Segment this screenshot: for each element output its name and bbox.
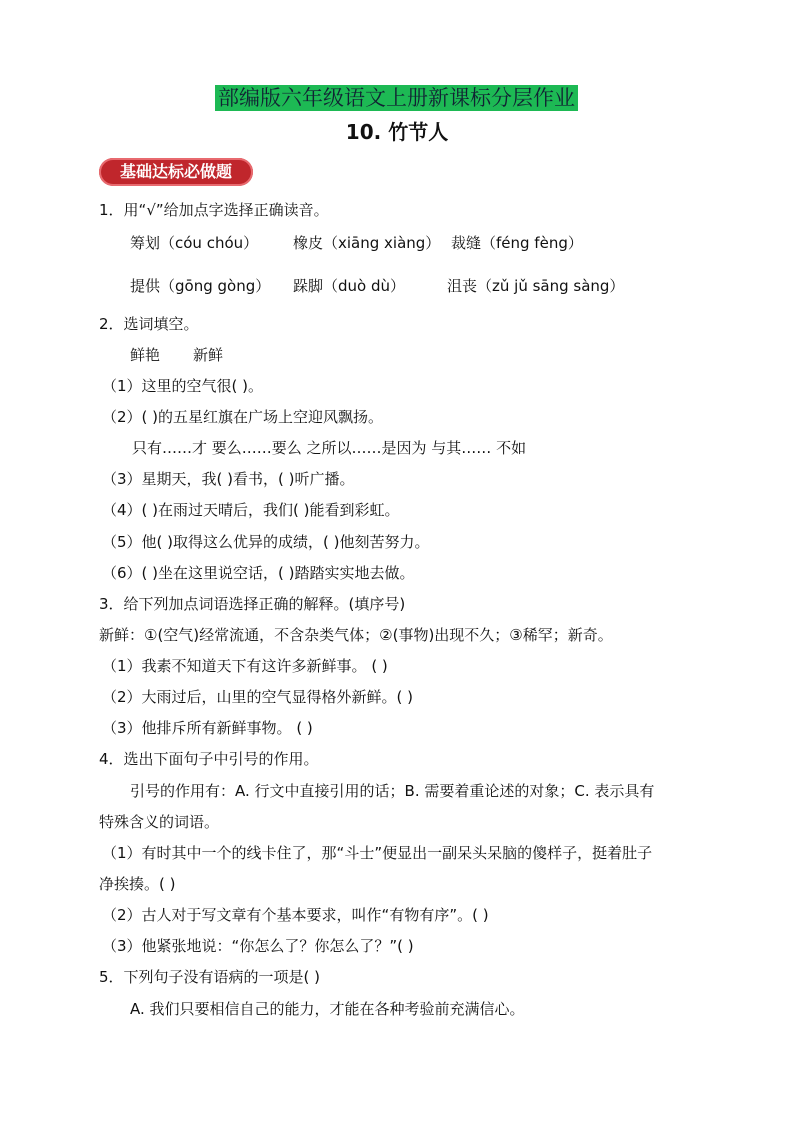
definition: 引号的作用有：A. 行文中直接引用的话；B. 需要着重论述的对象；C. 表示具有 — [130, 782, 655, 800]
answer-option: A. 我们只要相信自己的能力，才能在各种考验前充满信心。 — [130, 1000, 525, 1018]
pinyin-item: 裁缝（féng fèng） — [451, 234, 583, 252]
choice-sentence: （3）他紧张地说：“你怎么了？你怎么了？”( ) — [102, 937, 414, 955]
word-choice: 鲜艳 — [130, 346, 161, 364]
choice-sentence: （1）我素不知道天下有这许多新鲜事。 ( ) — [102, 657, 388, 675]
question-4: 4．选出下面句子中引号的作用。 — [99, 750, 319, 768]
question-5: 5．下列句子没有语病的一项是( ) — [99, 968, 321, 986]
lesson-title: 10. 竹节人 — [345, 120, 449, 144]
pinyin-item: 沮丧（zǔ jǔ sāng sàng） — [447, 277, 625, 295]
fill-sentence: （6）( )坐在这里说空话，( )踏踏实实地去做。 — [102, 564, 415, 582]
choice-sentence: （2）古人对于写文章有个基本要求，叫作“有物有序”。( ) — [102, 906, 489, 924]
question-2: 2．选词填空。 — [99, 315, 199, 333]
definition: 特殊含义的词语。 — [99, 813, 220, 831]
word-choice: 新鲜 — [193, 346, 224, 364]
pinyin-item: 橡皮（xiāng xiàng） — [293, 234, 441, 252]
pinyin-item: 提供（gōng gòng） — [130, 277, 271, 295]
worksheet-banner: 部编版六年级语文上册新课标分层作业 — [215, 85, 578, 111]
choice-sentence: 净挨揍。( ) — [99, 875, 176, 893]
fill-sentence: （2）( )的五星红旗在广场上空迎风飘扬。 — [102, 408, 384, 426]
pinyin-item: 筹划（cóu chóu） — [130, 234, 259, 252]
question-1: 1．用“√”给加点字选择正确读音。 — [99, 201, 329, 219]
choice-sentence: （3）他排斥所有新鲜事物。 ( ) — [102, 719, 313, 737]
fill-sentence: （3）星期天，我( )看书，( )听广播。 — [102, 470, 355, 488]
word-choice: 只有……才 要么……要么 之所以……是因为 与其…… 不如 — [132, 439, 527, 457]
fill-sentence: （4）( )在雨过天晴后，我们( )能看到彩虹。 — [102, 501, 400, 519]
question-3: 3．给下列加点词语选择正确的解释。(填序号) — [99, 595, 406, 613]
pinyin-item: 跺脚（duò dù） — [293, 277, 406, 295]
fill-sentence: （1）这里的空气很( )。 — [102, 377, 264, 395]
choice-sentence: （1）有时其中一个的线卡住了，那“斗士”便显出一副呆头呆脑的傻样子，挺着肚子 — [102, 844, 653, 862]
section-tag: 基础达标必做题 — [99, 158, 253, 186]
definition: 新鲜：①(空气)经常流通，不含杂类气体；②(事物)出现不久；③稀罕；新奇。 — [99, 626, 613, 644]
fill-sentence: （5）他( )取得这么优异的成绩，( )他刻苦努力。 — [102, 533, 430, 551]
choice-sentence: （2）大雨过后，山里的空气显得格外新鲜。( ) — [102, 688, 414, 706]
